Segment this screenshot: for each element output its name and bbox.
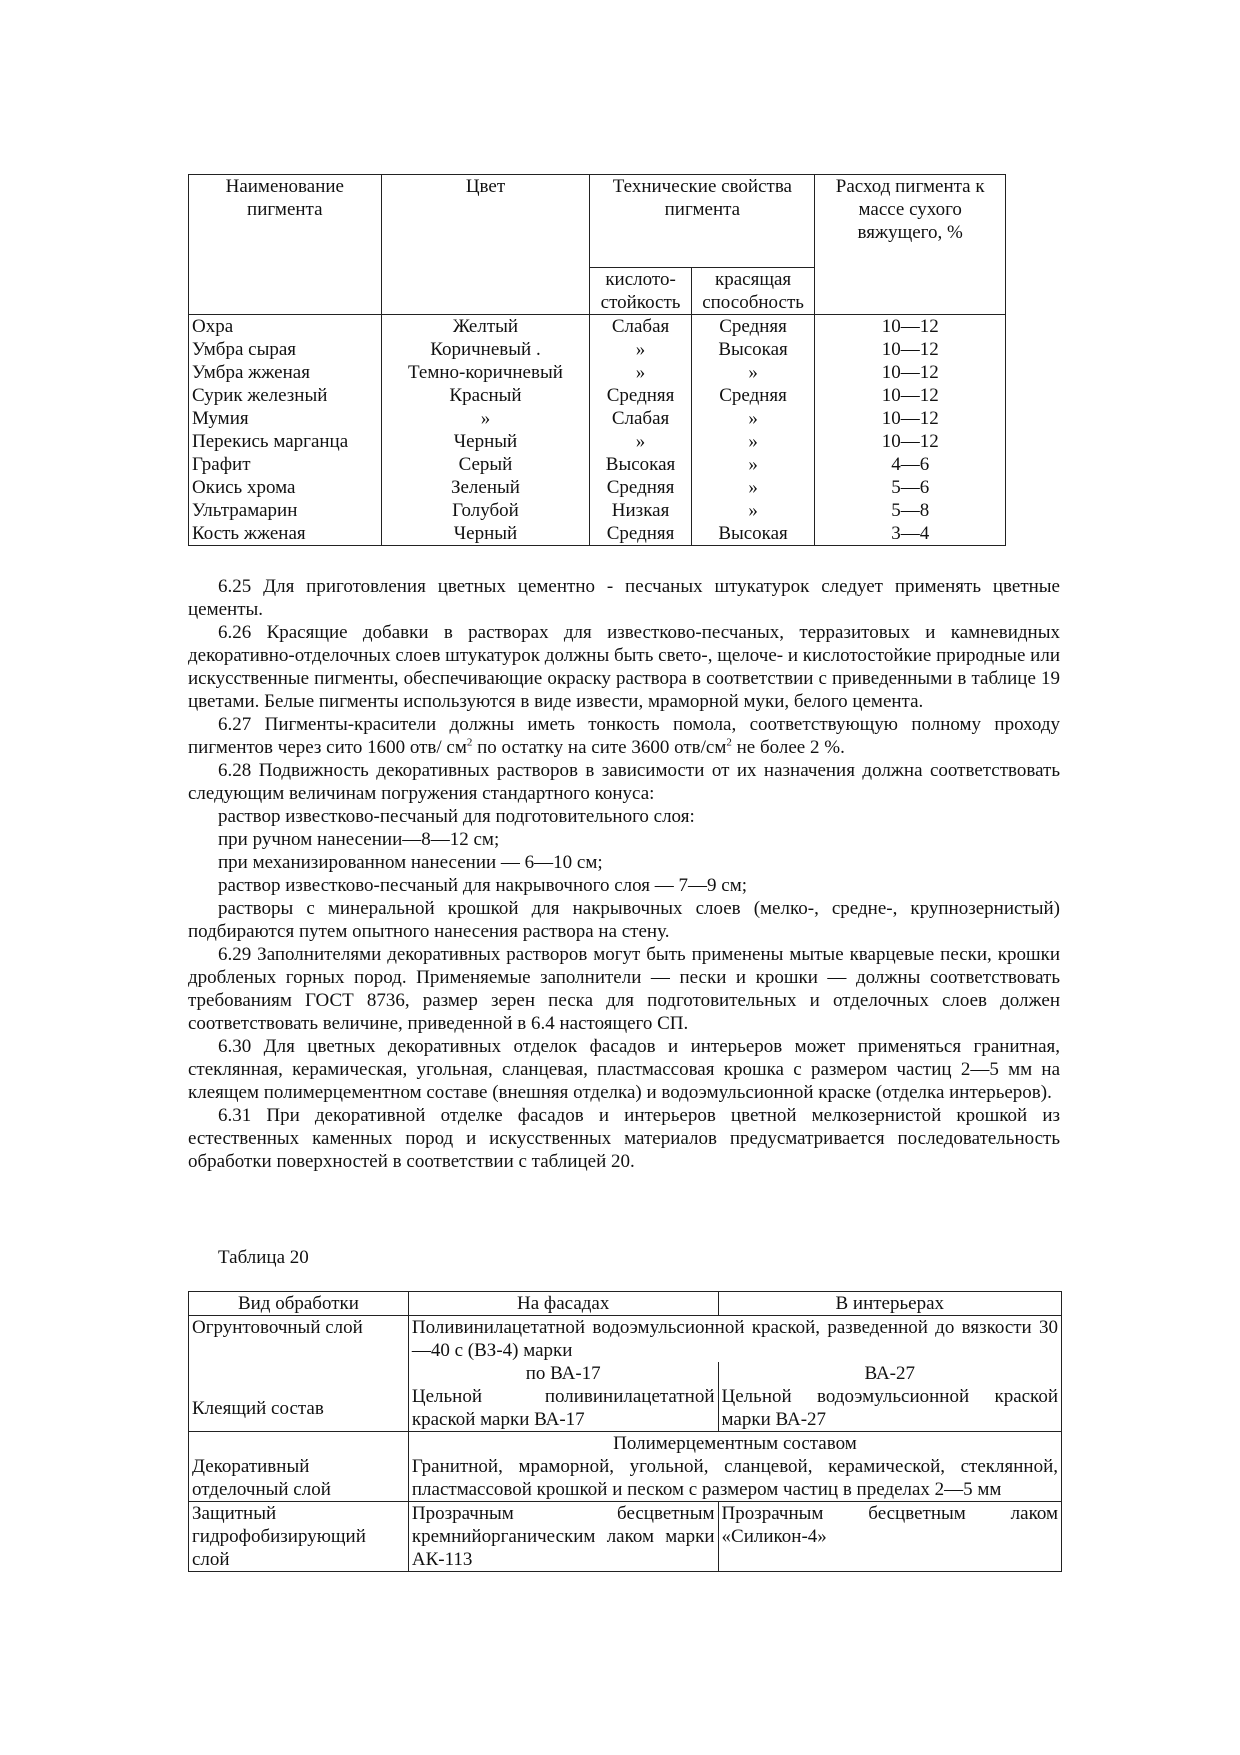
cell-color: Голубой: [381, 499, 590, 522]
header-color: Цвет: [381, 175, 590, 315]
cell-name: Охра: [189, 315, 382, 339]
cell-label: Огрунтовочный слой: [189, 1316, 409, 1386]
cell-tint: »: [691, 430, 815, 453]
p627-part: по остатку на сите 3600 отв/см: [472, 737, 727, 758]
table-row: [189, 407, 1006, 430]
table-row: [189, 1432, 1062, 1456]
paragraph-6-31: 6.31 При декоративной отделке фасадов и интерьеров цветной мелкозернистой крошкой из естественных каменных пород и искусственных материалов предусматривается последовательность обработки поверхностей в соответствии с таблицей 20.: [188, 1105, 1060, 1172]
table-20-caption: Таблица 20: [218, 1247, 309, 1268]
body-text: [188, 575, 1060, 1173]
cell-facade: Прозрачным бесцветным кремнийорганическим лаком марки АК-113: [408, 1502, 718, 1572]
cell-consumption: 5—8: [815, 499, 1006, 522]
cell-consumption: 10—12: [815, 338, 1006, 361]
cell-name: Графит: [189, 453, 382, 476]
table-row: [189, 1316, 1062, 1363]
cell-color: Коричневый .: [381, 338, 590, 361]
table-row: [189, 499, 1006, 522]
cell-interior: Цельной водоэмульсионной краской марки ВА-27: [718, 1385, 1061, 1432]
header-pigment-name: Наименование пигмента: [189, 175, 382, 315]
p627-part: 6.27 Пигменты-красители должны иметь тонкость помола, соответствующую полному проходу пигментов через сито 1600 отв/ см: [188, 714, 1060, 758]
cell-acid: Низкая: [590, 499, 691, 522]
table-row: [189, 315, 1006, 339]
cell-color: Темно-коричневый: [381, 361, 590, 384]
header-tinting-strength: красящая способность: [691, 268, 815, 315]
table-row: [189, 384, 1006, 407]
treatment-table: [188, 1291, 1062, 1572]
cell-acid: »: [590, 338, 691, 361]
cell-tint: »: [691, 453, 815, 476]
cell-tint: »: [691, 476, 815, 499]
paragraph-6-28: 6.28 Подвижность декоративных растворов в зависимости от их назначения должна соответствовать следующим величинам погружения стандартного конуса:: [188, 760, 1060, 804]
cell-label: Декоративный отделочный слой: [189, 1432, 409, 1502]
table-row: [189, 338, 1006, 361]
cell-acid: Слабая: [590, 315, 691, 339]
cell-color: Желтый: [381, 315, 590, 339]
cell-acid: Средняя: [590, 476, 691, 499]
cell-tint: Высокая: [691, 522, 815, 546]
cell-acid: »: [590, 361, 691, 384]
header-facades: На фасадах: [408, 1292, 718, 1316]
cell-acid: Высокая: [590, 453, 691, 476]
paragraph-6-29: 6.29 Заполнителями декоративных растворов могут быть применены мытые кварцевые пески, крошки дробленых горных пород. Применяемые заполнители — пески и крошки — должны соответствовать требованиям ГОСТ 8736, размер зерен песка для подготовительных и отделочных слоев должен соответствовать величине, приведенной в 6.4 настоящего СП.: [188, 944, 1060, 1034]
cell-consumption: 3—4: [815, 522, 1006, 546]
cell-name: Сурик железный: [189, 384, 382, 407]
header-tech-properties: Технические свойства пигмента: [590, 175, 815, 268]
table-header-row: [189, 1292, 1062, 1316]
cell-facade: Цельной поливинилацетатной краской марки ВА-17: [408, 1385, 718, 1432]
cell-interior: Прозрачным бесцветным лаком «Силикон-4»: [718, 1502, 1061, 1572]
pigment-table: [188, 174, 1006, 546]
cell-primer-text: Поливинилацетатной водоэмульсионной краской, разведенной до вязкости 30—40 с (ВЗ-4) марки: [408, 1316, 1061, 1363]
table-row: [189, 453, 1006, 476]
cell-consumption: 10—12: [815, 407, 1006, 430]
cell-acid: Средняя: [590, 384, 691, 407]
cell-decor-text: Гранитной, мраморной, угольной, сланцевой, керамической, стеклянной, пластмассовой крошкой и песком с размером частиц в пределах 2—5 мм: [408, 1455, 1061, 1502]
table-row: [189, 522, 1006, 546]
cell-name: Умбра сырая: [189, 338, 382, 361]
cell-consumption: 4—6: [815, 453, 1006, 476]
table-row: [189, 476, 1006, 499]
list-line: раствор известково-песчаный для подготовительного слоя:: [218, 806, 695, 827]
table-row: [189, 430, 1006, 453]
cell-tint: »: [691, 499, 815, 522]
cell-span: Полимерцементным составом: [408, 1432, 1061, 1456]
header-consumption: Расход пигмента к массе сухого вяжущего, %: [815, 175, 1006, 315]
table-row: [189, 1502, 1062, 1572]
cell-acid: Средняя: [590, 522, 691, 546]
superscript: 2: [726, 736, 732, 749]
cell-acid: »: [590, 430, 691, 453]
cell-color: »: [381, 407, 590, 430]
table-row: [189, 1385, 1062, 1432]
cell-consumption: 10—12: [815, 361, 1006, 384]
cell-name: Мумия: [189, 407, 382, 430]
cell-tint: Высокая: [691, 338, 815, 361]
cell-consumption: 10—12: [815, 315, 1006, 339]
paragraph-6-27: [188, 713, 1060, 759]
header-interiors: В интерьерах: [718, 1292, 1061, 1316]
cell-tint: Средняя: [691, 315, 815, 339]
cell-interior: ВА-27: [718, 1362, 1061, 1385]
header-acid-resistance: кислото-стойкость: [590, 268, 691, 315]
p627-part: не более 2 %.: [731, 737, 845, 758]
cell-color: Красный: [381, 384, 590, 407]
cell-color: Зеленый: [381, 476, 590, 499]
cell-name: Умбра жженая: [189, 361, 382, 384]
cell-tint: »: [691, 407, 815, 430]
superscript: 2: [466, 736, 473, 749]
list-line: растворы с минеральной крошкой для накрывочных слоев (мелко-, средне-, крупнозернистый) подбираются путем опытного нанесения раствора на стену.: [188, 898, 1060, 942]
cell-consumption: 10—12: [815, 384, 1006, 407]
cell-color: Черный: [381, 430, 590, 453]
cell-name: Перекись марганца: [189, 430, 382, 453]
cell-tint: Средняя: [691, 384, 815, 407]
cell-color: Черный: [381, 522, 590, 546]
table-header-row: [189, 175, 1006, 268]
cell-color: Серый: [381, 453, 590, 476]
cell-label: Защитный гидрофобизирующий слой: [189, 1502, 409, 1572]
cell-consumption: 10—12: [815, 430, 1006, 453]
list-line: раствор известково-песчаный для накрывочного слоя — 7—9 см;: [218, 875, 747, 896]
paragraph-6-30: 6.30 Для цветных декоративных отделок фасадов и интерьеров может применяться гранитная, стеклянная, керамическая, угольная, сланцевая, пластмассовая крошка с размером частиц 2—5 мм на клеящем полимерцементном составе (внешняя отделка) и водоэмульсионной краске (отделка интерьеров).: [188, 1036, 1060, 1103]
cell-name: Окись хрома: [189, 476, 382, 499]
paragraph-6-25: 6.25 Для приготовления цветных цементно - песчаных штукатурок следует применять цветные цементы.: [188, 576, 1060, 620]
cell-acid: Слабая: [590, 407, 691, 430]
cell-tint: »: [691, 361, 815, 384]
list-line: при ручном нанесении—8—12 см;: [218, 829, 500, 850]
table-row: [189, 361, 1006, 384]
list-line: при механизированном нанесении — 6—10 см;: [218, 852, 603, 873]
paragraph-6-26: 6.26 Красящие добавки в растворах для известково-песчаных, терразитовых и камневидных декоративно-отделочных слоев штукатурок должны быть свето-, щелоче- и кислотостойкие природные или искусственные пигменты, обеспечивающие окраску раствора в соответствии с приведенными в таблице 19 цветами. Белые пигменты используются в виде извести, мраморной муки, белого цемента.: [188, 622, 1060, 712]
cell-facade: по ВА-17: [408, 1362, 718, 1385]
cell-label: Клеящий состав: [189, 1385, 409, 1432]
header-treatment-type: Вид обработки: [189, 1292, 409, 1316]
cell-name: Ультрамарин: [189, 499, 382, 522]
cell-name: Кость жженая: [189, 522, 382, 546]
cell-consumption: 5—6: [815, 476, 1006, 499]
